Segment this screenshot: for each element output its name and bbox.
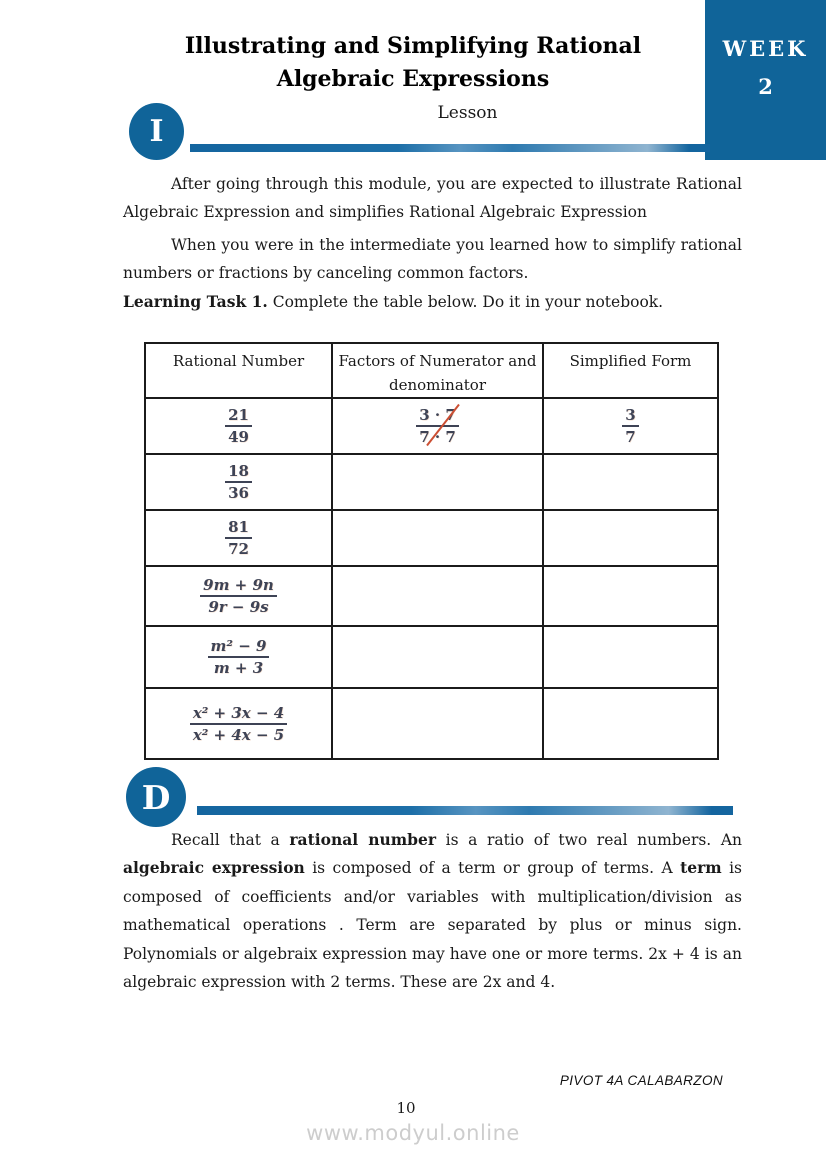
imprint: PIVOT 4A CALABARZON	[559, 1073, 723, 1088]
fraction-21-49: $\frac{21}{49}$	[225, 405, 252, 447]
empty-cell	[543, 454, 718, 510]
empty-cell	[543, 626, 718, 688]
fraction-81-72: $\frac{81}{72}$	[225, 517, 252, 559]
develop-bold-term: term	[680, 858, 722, 878]
table-row	[145, 454, 718, 510]
fraction-m2-9-m3: $\frac{\text{m² − 9}}{m + 3}$	[208, 636, 270, 678]
fraction-3-7: $\frac{3}{7}$	[622, 405, 638, 447]
page-title	[123, 30, 703, 96]
section-i-rule	[190, 144, 710, 152]
lesson-label: Lesson	[437, 103, 498, 123]
empty-cell	[332, 688, 543, 759]
table-header-factors: Factors of Numerator and denominator	[332, 343, 543, 398]
week-badge	[705, 0, 826, 160]
section-d-rule	[197, 806, 733, 815]
develop-text: is composed of coefficients and/or variables with multiplication/division as mathematical operations . Term are separated by plus or minus sign. Polynomials or algebraix expression may have one or more terms. 2x + 4 is an algebraic expression with 2 terms. These are 2x and 4.	[123, 859, 742, 992]
develop-text: is a ratio of two real numbers. An	[436, 831, 742, 849]
page-title-line1: Illustrating and Simplifying Rational	[184, 33, 642, 59]
table-row	[145, 688, 718, 759]
empty-cell	[543, 566, 718, 626]
table-row	[145, 626, 718, 688]
week-label: WEEK	[722, 36, 809, 61]
empty-cell	[543, 510, 718, 566]
section-d-letter: D	[141, 777, 171, 817]
develop-text: is composed of a term or group of terms. A	[304, 859, 681, 878]
week-number: 2	[758, 74, 773, 99]
empty-cell	[332, 626, 543, 688]
table-row	[145, 398, 718, 454]
intro-paragraph-1: After going through this module, you are expected to illustrate Rational Algebraic Expression and simplifies Rational Algebraic Expression	[123, 175, 742, 221]
table-header-rational-number: Rational Number	[145, 343, 332, 398]
empty-cell	[543, 688, 718, 759]
table-row	[145, 566, 718, 626]
table-header-row	[145, 343, 718, 398]
fraction-factors-cancelled: $\frac{3 \cdot 7}{7 \cdot 7}$	[416, 405, 459, 447]
intro-paragraph-2: When you were in the intermediate you learned how to simplify rational numbers or fractions by canceling common factors.	[123, 236, 742, 282]
learning-task-label: Learning Task 1.	[123, 292, 268, 311]
table-header-simplified-form: Simplified Form	[543, 343, 718, 398]
learning-task-text: Complete the table below. Do it in your notebook.	[272, 293, 664, 311]
empty-cell	[332, 510, 543, 566]
develop-bold-algebraic-expression: algebraic expression	[123, 858, 305, 878]
fraction-x2-3x-4-x2-4x-5: $\frac{\text{x² + 3x − 4}}{\text{x² + 4x − 5}}$	[190, 703, 287, 745]
empty-cell	[332, 454, 543, 510]
develop-text: Recall that a	[171, 831, 290, 849]
page-number: 10	[396, 1099, 416, 1117]
learning-task-table	[144, 342, 719, 760]
page-title-line2: Algebraic Expressions	[276, 66, 550, 92]
watermark: www.modyul.online	[306, 1121, 520, 1145]
section-i-letter: I	[149, 114, 164, 149]
fraction-9m9n-9r9s: $\frac{9m + 9n}{9r - 9s}$	[200, 575, 277, 617]
develop-paragraph	[123, 826, 742, 996]
section-d-icon	[126, 767, 186, 827]
empty-cell	[332, 566, 543, 626]
fraction-18-36: $\frac{18}{36}$	[225, 461, 252, 503]
section-i-icon	[129, 103, 184, 160]
learning-task-line	[123, 292, 742, 311]
table-row	[145, 510, 718, 566]
develop-bold-rational-number: rational number	[289, 830, 437, 849]
